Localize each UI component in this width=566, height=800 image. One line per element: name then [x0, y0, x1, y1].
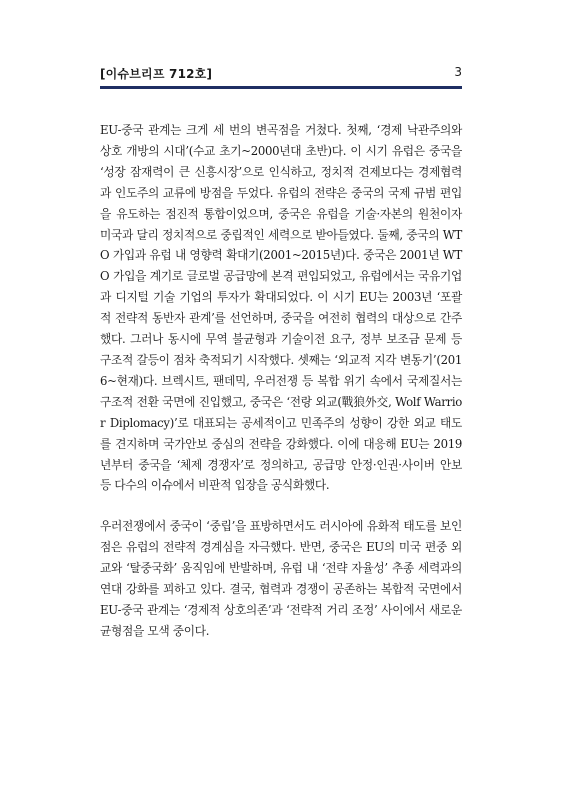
body-text [100, 120, 462, 642]
paragraph-2: 우러전쟁에서 중국이 ‘중립’을 표방하면서도 러시아에 유화적 태도를 보인 점은 유럽의 전략적 경계심을 자극했다. 반면, 중국은 EU의 미국 편중 외교와 ‘탈중국화’ 움직임에 반발하며, 유럽 내 ‘전략 자율성’ 추종 세력과의 연대 강화를 꾀하고 있다. 결국, 협력과 경쟁이 공존하는 복합적 국면에서 EU-중국 관계는 ‘경제적 상호의존’과 ‘전략적 거리 조정’ 사이에서 새로운 균형점을 모색 중이다. [100, 519, 462, 638]
issue-label: [이슈브리프 712호] [100, 67, 213, 81]
paragraph-1: EU-중국 관계는 크게 세 번의 변곡점을 거쳤다. 첫째, ‘경제 낙관주의와 상호 개방의 시대’(수교 초기~2000년대 초반)다. 이 시기 유럽은 중국을 ‘성장 잠재력이 큰 신흥시장’으로 인식하고, 정치적 견제보다는 경제협력과 인도주의 교류에 방점을 두었다. 유럽의 전략은 중국의 국제 규범 편입을 유도하는 점진적 통합이었으며, 중국은 유럽을 기술·자본의 원천이자 미국과 달리 정치적으로 중립적인 세력으로 받아들였다. 둘째, 중국의 WTO 가입과 유럽 내 영향력 확대기(2001~2015년)다. 중국은 2001년 WTO 가입을 계기로 글로벌 공급망에 본격 편입되었고, 유럽에서는 국유기업과 디지털 기술 기업의 투자가 확대되었다. 이 시기 EU는 2003년 ‘포괄적 전략적 동반자 관계’를 선언하며, 중국을 여전히 협력의 대상으로 간주했다. 그러나 동시에 무역 불균형과 기술이전 요구, 정부 보조금 문제 등 구조적 갈등이 점차 축적되기 시작했다. 셋째는 ‘외교적 지각 변동기’(2016~현재)다. 브렉시트, 팬데믹, 우러전쟁 등 복합 위기 속에서 국제질서는 구조적 전환 국면에 진입했고, 중국은 ‘전랑 외교(戰狼外交, Wolf Warrior Diplomacy)’로 대표되는 공세적이고 민족주의 성향이 강한 외교 태도를 견지하며 국가안보 중심의 전략을 강화했다. 이에 대응해 EU는 2019년부터 중국을 ‘체제 경쟁자’로 정의하고, 공급망 안정·인권·사이버 안보 등 다수의 이슈에서 비판적 입장을 공식화했다. [100, 123, 462, 493]
page-header [100, 65, 462, 87]
page-number: 3 [454, 65, 462, 79]
header-divider [100, 86, 462, 89]
